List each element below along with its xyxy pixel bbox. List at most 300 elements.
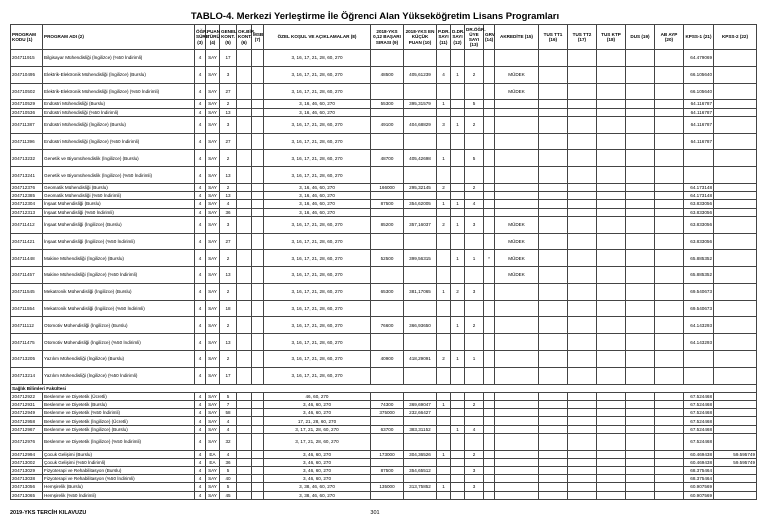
table-cell: 1 bbox=[451, 200, 465, 208]
table-cell: 63.833056 bbox=[684, 216, 714, 233]
table-cell: 3, 16, 17, 21, 28, 60, 270 bbox=[264, 334, 371, 351]
table-cell: 67.524468 bbox=[684, 401, 714, 409]
table-cell bbox=[371, 417, 404, 425]
table-cell: 4 bbox=[220, 425, 237, 433]
table-cell: SAY bbox=[206, 200, 220, 208]
table-cell bbox=[655, 133, 684, 150]
table-cell: 204712994 bbox=[11, 450, 43, 458]
table-row bbox=[11, 83, 757, 100]
table-cell bbox=[568, 208, 597, 216]
table-cell bbox=[252, 409, 264, 417]
table-cell bbox=[626, 351, 655, 368]
table-cell bbox=[495, 409, 539, 417]
table-cell bbox=[465, 208, 484, 216]
table-cell: 1 bbox=[437, 150, 451, 167]
table-cell bbox=[252, 317, 264, 334]
table-cell: 204710529 bbox=[11, 100, 43, 108]
table-cell bbox=[626, 183, 655, 191]
table-cell bbox=[484, 392, 495, 400]
table-cell bbox=[465, 409, 484, 417]
table-cell bbox=[437, 433, 451, 450]
table-cell bbox=[714, 409, 757, 417]
table-cell: 3, 38, 46, 60, 270 bbox=[264, 491, 371, 499]
table-cell: Fizyoterapi ve Rehabilitasyon (Burslu) bbox=[43, 466, 195, 474]
table-cell bbox=[252, 450, 264, 458]
table-cell: 366,93650 bbox=[404, 317, 437, 334]
table-row bbox=[11, 300, 757, 317]
table-cell: 135000 bbox=[371, 483, 404, 491]
table-cell: 17 bbox=[220, 367, 237, 384]
table-cell: 1 bbox=[437, 200, 451, 208]
table-cell: İnşaat Mühendisliği (Burslu) bbox=[43, 200, 195, 208]
table-cell: 13 bbox=[220, 167, 237, 184]
table-cell: 13 bbox=[220, 267, 237, 284]
table-cell: 4 bbox=[195, 491, 206, 499]
table-cell: 64.143293 bbox=[684, 334, 714, 351]
table-cell bbox=[597, 150, 626, 167]
table-cell: 2 bbox=[465, 401, 484, 409]
table-cell: 4 bbox=[195, 250, 206, 267]
table-cell bbox=[495, 317, 539, 334]
table-cell bbox=[626, 317, 655, 334]
page-number: 301 bbox=[370, 510, 380, 516]
table-cell: 64.173148 bbox=[684, 183, 714, 191]
table-cell: 36 bbox=[220, 208, 237, 216]
table-row bbox=[11, 183, 757, 191]
table-cell: SAY bbox=[206, 475, 220, 483]
table-row bbox=[11, 150, 757, 167]
table-cell bbox=[568, 300, 597, 317]
table-cell bbox=[252, 208, 264, 216]
table-cell: MÜDEK bbox=[495, 267, 539, 284]
column-header: MSB (7) bbox=[252, 25, 264, 50]
table-row bbox=[11, 491, 757, 499]
table-cell bbox=[655, 409, 684, 417]
table-cell: 1 bbox=[465, 351, 484, 368]
table-cell bbox=[539, 417, 568, 425]
table-cell bbox=[495, 433, 539, 450]
table-cell: 204711475 bbox=[11, 334, 43, 351]
table-cell bbox=[655, 233, 684, 250]
table-cell bbox=[626, 66, 655, 83]
table-cell bbox=[568, 150, 597, 167]
table-cell bbox=[597, 116, 626, 133]
table-cell bbox=[568, 267, 597, 284]
table-cell: 2 bbox=[437, 351, 451, 368]
table-cell: 204710495 bbox=[11, 66, 43, 83]
table-cell: 3, 46, 60, 270 bbox=[264, 401, 371, 409]
table-cell: 204713038 bbox=[11, 475, 43, 483]
table-cell: 1 bbox=[451, 250, 465, 267]
column-header: AKREDİTE (15) bbox=[495, 25, 539, 50]
column-header: KPSS-1 (21) bbox=[684, 25, 714, 50]
table-cell bbox=[655, 458, 684, 466]
table-cell bbox=[539, 183, 568, 191]
table-cell: SAY bbox=[206, 483, 220, 491]
table-cell: 204710502 bbox=[11, 83, 43, 100]
table-cell bbox=[437, 491, 451, 499]
table-cell: 27 bbox=[220, 233, 237, 250]
table-cell bbox=[714, 433, 757, 450]
table-cell bbox=[465, 83, 484, 100]
table-cell bbox=[252, 83, 264, 100]
table-cell: 3, 46, 60, 270 bbox=[264, 475, 371, 483]
table-cell: 354,62005 bbox=[404, 200, 437, 208]
table-cell bbox=[597, 351, 626, 368]
table-cell: SAY bbox=[206, 317, 220, 334]
table-cell: 58 bbox=[220, 409, 237, 417]
column-header: TUS TT1 (16) bbox=[539, 25, 568, 50]
table-cell bbox=[655, 100, 684, 108]
table-cell bbox=[404, 475, 437, 483]
table-cell bbox=[437, 208, 451, 216]
table-cell bbox=[451, 150, 465, 167]
table-cell bbox=[714, 334, 757, 351]
table-cell bbox=[539, 351, 568, 368]
table-cell bbox=[495, 167, 539, 184]
table-cell: SAY bbox=[206, 334, 220, 351]
table-cell: 2 bbox=[220, 250, 237, 267]
table-cell bbox=[437, 392, 451, 400]
table-cell bbox=[237, 133, 252, 150]
table-cell bbox=[568, 216, 597, 233]
table-cell: 27 bbox=[220, 133, 237, 150]
table-cell bbox=[437, 409, 451, 417]
table-cell: 2 bbox=[465, 66, 484, 83]
table-cell bbox=[626, 150, 655, 167]
table-cell: 67.524468 bbox=[684, 433, 714, 450]
table-cell bbox=[655, 83, 684, 100]
table-cell: 64.116787 bbox=[684, 116, 714, 133]
table-cell bbox=[465, 133, 484, 150]
table-cell: 3 bbox=[220, 66, 237, 83]
table-cell bbox=[237, 367, 252, 384]
table-cell bbox=[237, 150, 252, 167]
table-cell bbox=[714, 216, 757, 233]
table-cell: 60.907569 bbox=[684, 483, 714, 491]
table-cell: 64.143293 bbox=[684, 317, 714, 334]
table-cell: 55300 bbox=[371, 100, 404, 108]
table-cell bbox=[237, 116, 252, 133]
table-cell bbox=[539, 108, 568, 116]
table-cell bbox=[539, 150, 568, 167]
table-cell bbox=[237, 466, 252, 474]
table-cell bbox=[484, 167, 495, 184]
column-header: ÖĞR. SÜRE (3) bbox=[195, 25, 206, 50]
table-cell: 4 bbox=[195, 66, 206, 83]
table-cell bbox=[465, 417, 484, 425]
table-cell: 4 bbox=[195, 367, 206, 384]
table-cell: 3 bbox=[220, 116, 237, 133]
table-cell: Mekatronik Mühendisliği (İngilizce) (Burslu) bbox=[43, 283, 195, 300]
table-cell bbox=[404, 392, 437, 400]
table-cell bbox=[437, 267, 451, 284]
table-cell bbox=[252, 250, 264, 267]
table-cell bbox=[495, 458, 539, 466]
table-cell: 67.524468 bbox=[684, 417, 714, 425]
table-cell: SAY bbox=[206, 491, 220, 499]
table-cell: 2 bbox=[220, 283, 237, 300]
table-cell: SAY bbox=[206, 216, 220, 233]
table-cell bbox=[714, 401, 757, 409]
table-cell bbox=[714, 167, 757, 184]
table-cell bbox=[714, 83, 757, 100]
table-cell: 65.885352 bbox=[684, 250, 714, 267]
table-row bbox=[11, 417, 757, 425]
table-cell: 87500 bbox=[371, 200, 404, 208]
table-cell bbox=[597, 466, 626, 474]
table-cell bbox=[437, 108, 451, 116]
table-cell bbox=[484, 433, 495, 450]
table-cell: 4 bbox=[195, 317, 206, 334]
table-cell bbox=[714, 300, 757, 317]
table-cell bbox=[626, 208, 655, 216]
table-cell bbox=[626, 433, 655, 450]
table-cell bbox=[655, 208, 684, 216]
table-cell bbox=[684, 367, 714, 384]
table-cell bbox=[568, 83, 597, 100]
table-cell: 4 bbox=[195, 450, 206, 458]
table-cell: 204711457 bbox=[11, 267, 43, 284]
column-header: GRV (14) bbox=[484, 25, 495, 50]
table-cell bbox=[597, 475, 626, 483]
table-cell: MÜDEK bbox=[495, 216, 539, 233]
table-cell: MÜDEK bbox=[495, 66, 539, 83]
table-cell bbox=[597, 66, 626, 83]
table-cell bbox=[626, 50, 655, 67]
table-cell bbox=[371, 458, 404, 466]
table-cell: Genetik ve Biyomühendislik (İngilizce) (Burslu) bbox=[43, 150, 195, 167]
table-cell bbox=[465, 300, 484, 317]
table-cell bbox=[404, 192, 437, 200]
column-header: OK.BİR. KONT. (6) bbox=[237, 25, 252, 50]
table-cell bbox=[437, 425, 451, 433]
table-cell: Otomotiv Mühendisliği (İngilizce) (%50 İndirimli) bbox=[43, 334, 195, 351]
table-cell bbox=[568, 483, 597, 491]
table-cell: 381,17065 bbox=[404, 283, 437, 300]
table-cell: 204712958 bbox=[11, 417, 43, 425]
table-cell bbox=[237, 283, 252, 300]
table-cell: 399,56315 bbox=[404, 250, 437, 267]
table-cell bbox=[495, 466, 539, 474]
table-cell: 3, 16, 17, 21, 28, 60, 270 bbox=[264, 367, 371, 384]
table-cell bbox=[626, 250, 655, 267]
table-cell: 4 bbox=[195, 150, 206, 167]
table-cell bbox=[597, 200, 626, 208]
table-cell bbox=[237, 392, 252, 400]
table-cell: 45 bbox=[220, 491, 237, 499]
table-cell: Endüstri Mühendisliği (İngilizce) (Burslu) bbox=[43, 116, 195, 133]
table-cell bbox=[714, 367, 757, 384]
table-cell bbox=[495, 491, 539, 499]
table-cell: 3, 16, 17, 21, 28, 60, 270 bbox=[264, 317, 371, 334]
table-cell: 4 bbox=[195, 267, 206, 284]
table-cell: 204711448 bbox=[11, 250, 43, 267]
table-row bbox=[11, 233, 757, 250]
table-cell bbox=[437, 317, 451, 334]
table-cell: * bbox=[484, 250, 495, 267]
table-cell: 5 bbox=[465, 100, 484, 108]
table-cell: 4 bbox=[195, 466, 206, 474]
table-cell bbox=[237, 409, 252, 417]
table-cell: 4 bbox=[195, 483, 206, 491]
table-cell bbox=[252, 192, 264, 200]
table-cell bbox=[539, 483, 568, 491]
table-cell: 369,69047 bbox=[404, 401, 437, 409]
table-cell bbox=[714, 491, 757, 499]
table-cell: 67.524468 bbox=[684, 392, 714, 400]
table-cell: 4 bbox=[195, 351, 206, 368]
table-cell bbox=[655, 66, 684, 83]
table-cell bbox=[714, 466, 757, 474]
table-cell: 3 bbox=[465, 216, 484, 233]
table-cell: SAY bbox=[206, 250, 220, 267]
table-row bbox=[11, 250, 757, 267]
table-cell bbox=[252, 200, 264, 208]
table-cell: 4 bbox=[465, 200, 484, 208]
table-cell bbox=[237, 458, 252, 466]
table-cell: 4 bbox=[195, 216, 206, 233]
table-cell bbox=[655, 250, 684, 267]
table-cell: 3, 16, 17, 21, 28, 60, 270 bbox=[264, 150, 371, 167]
table-cell: 65.885352 bbox=[684, 267, 714, 284]
table-cell bbox=[451, 108, 465, 116]
table-body bbox=[11, 50, 757, 500]
table-cell: 2 bbox=[465, 183, 484, 191]
table-cell: 1 bbox=[451, 116, 465, 133]
table-cell: 204713029 bbox=[11, 466, 43, 474]
table-cell bbox=[495, 116, 539, 133]
table-cell bbox=[568, 250, 597, 267]
table-cell: 3, 46, 60, 270 bbox=[264, 458, 371, 466]
table-cell: 4 bbox=[195, 475, 206, 483]
table-cell bbox=[465, 167, 484, 184]
table-cell bbox=[655, 167, 684, 184]
programs-table bbox=[10, 24, 757, 500]
table-cell bbox=[714, 475, 757, 483]
table-cell bbox=[371, 167, 404, 184]
table-cell bbox=[437, 167, 451, 184]
table-cell: 1 bbox=[437, 100, 451, 108]
table-cell bbox=[568, 108, 597, 116]
table-cell: 1 bbox=[451, 216, 465, 233]
table-cell: 3, 16, 46, 60, 270 bbox=[264, 100, 371, 108]
table-cell: 87500 bbox=[371, 466, 404, 474]
table-cell: 4 bbox=[195, 334, 206, 351]
table-cell: 60.469438 bbox=[684, 450, 714, 458]
table-cell bbox=[495, 133, 539, 150]
table-cell bbox=[465, 50, 484, 67]
table-cell bbox=[626, 450, 655, 458]
table-cell bbox=[539, 491, 568, 499]
table-cell bbox=[568, 183, 597, 191]
table-cell bbox=[404, 83, 437, 100]
table-cell bbox=[451, 475, 465, 483]
table-cell bbox=[437, 367, 451, 384]
table-cell bbox=[714, 392, 757, 400]
table-cell: 4 bbox=[195, 208, 206, 216]
table-cell bbox=[237, 450, 252, 458]
table-cell bbox=[252, 401, 264, 409]
table-cell bbox=[626, 108, 655, 116]
table-cell bbox=[484, 334, 495, 351]
table-cell bbox=[252, 475, 264, 483]
table-cell: 2 bbox=[220, 317, 237, 334]
table-cell: 204711112 bbox=[11, 317, 43, 334]
table-cell bbox=[237, 267, 252, 284]
column-header: TUS TT2 (17) bbox=[568, 25, 597, 50]
table-cell: 3 bbox=[437, 116, 451, 133]
table-cell bbox=[655, 300, 684, 317]
table-cell: İnşaat Mühendisliği (%50 İndirimli) bbox=[43, 208, 195, 216]
table-cell bbox=[404, 417, 437, 425]
table-cell: 63.833056 bbox=[684, 233, 714, 250]
table-cell: 1 bbox=[437, 401, 451, 409]
table-cell: 3, 16, 46, 60, 270 bbox=[264, 208, 371, 216]
table-cell: SAY bbox=[206, 433, 220, 450]
table-cell: SAY bbox=[206, 233, 220, 250]
table-cell: 63.833056 bbox=[684, 200, 714, 208]
table-cell bbox=[484, 100, 495, 108]
table-cell bbox=[597, 491, 626, 499]
table-cell bbox=[655, 450, 684, 458]
table-cell: Fizyoterapi ve Rehabilitasyon (%50 İndirimli) bbox=[43, 475, 195, 483]
table-cell bbox=[495, 100, 539, 108]
table-cell bbox=[714, 100, 757, 108]
table-cell: 4 bbox=[195, 425, 206, 433]
table-cell: 204711421 bbox=[11, 233, 43, 250]
table-cell bbox=[451, 433, 465, 450]
table-cell: Yazılım Mühendisliği (İngilizce) (Burslu) bbox=[43, 351, 195, 368]
table-cell: 17 bbox=[220, 50, 237, 67]
table-cell bbox=[539, 250, 568, 267]
table-cell bbox=[252, 100, 264, 108]
table-cell bbox=[404, 167, 437, 184]
table-cell: 4 bbox=[195, 409, 206, 417]
table-cell: 4 bbox=[195, 283, 206, 300]
table-cell bbox=[237, 192, 252, 200]
table-cell bbox=[252, 351, 264, 368]
table-cell bbox=[465, 475, 484, 483]
table-cell: Beslenme ve Diyetetik (Ücretli) bbox=[43, 392, 195, 400]
table-cell: SAY bbox=[206, 116, 220, 133]
table-cell bbox=[626, 200, 655, 208]
table-row bbox=[11, 466, 757, 474]
table-cell bbox=[597, 167, 626, 184]
table-cell bbox=[539, 267, 568, 284]
table-cell bbox=[568, 334, 597, 351]
table-cell bbox=[465, 108, 484, 116]
table-cell bbox=[655, 401, 684, 409]
table-cell: 3, 16, 17, 21, 28, 60, 270 bbox=[264, 50, 371, 67]
table-cell: 375000 bbox=[371, 409, 404, 417]
table-cell bbox=[714, 116, 757, 133]
table-cell bbox=[451, 183, 465, 191]
table-cell bbox=[465, 233, 484, 250]
table-cell: 204713241 bbox=[11, 167, 43, 184]
table-row bbox=[11, 433, 757, 450]
table-cell: Beslenme ve Diyetetik (İngilizce) (%50 İndirimli) bbox=[43, 433, 195, 450]
table-row bbox=[11, 267, 757, 284]
table-cell bbox=[451, 417, 465, 425]
table-cell: 13 bbox=[220, 334, 237, 351]
table-cell bbox=[252, 167, 264, 184]
table-cell: 68.375464 bbox=[684, 475, 714, 483]
table-cell: 204711387 bbox=[11, 116, 43, 133]
table-cell bbox=[597, 267, 626, 284]
table-cell bbox=[237, 475, 252, 483]
table-row bbox=[11, 351, 757, 368]
